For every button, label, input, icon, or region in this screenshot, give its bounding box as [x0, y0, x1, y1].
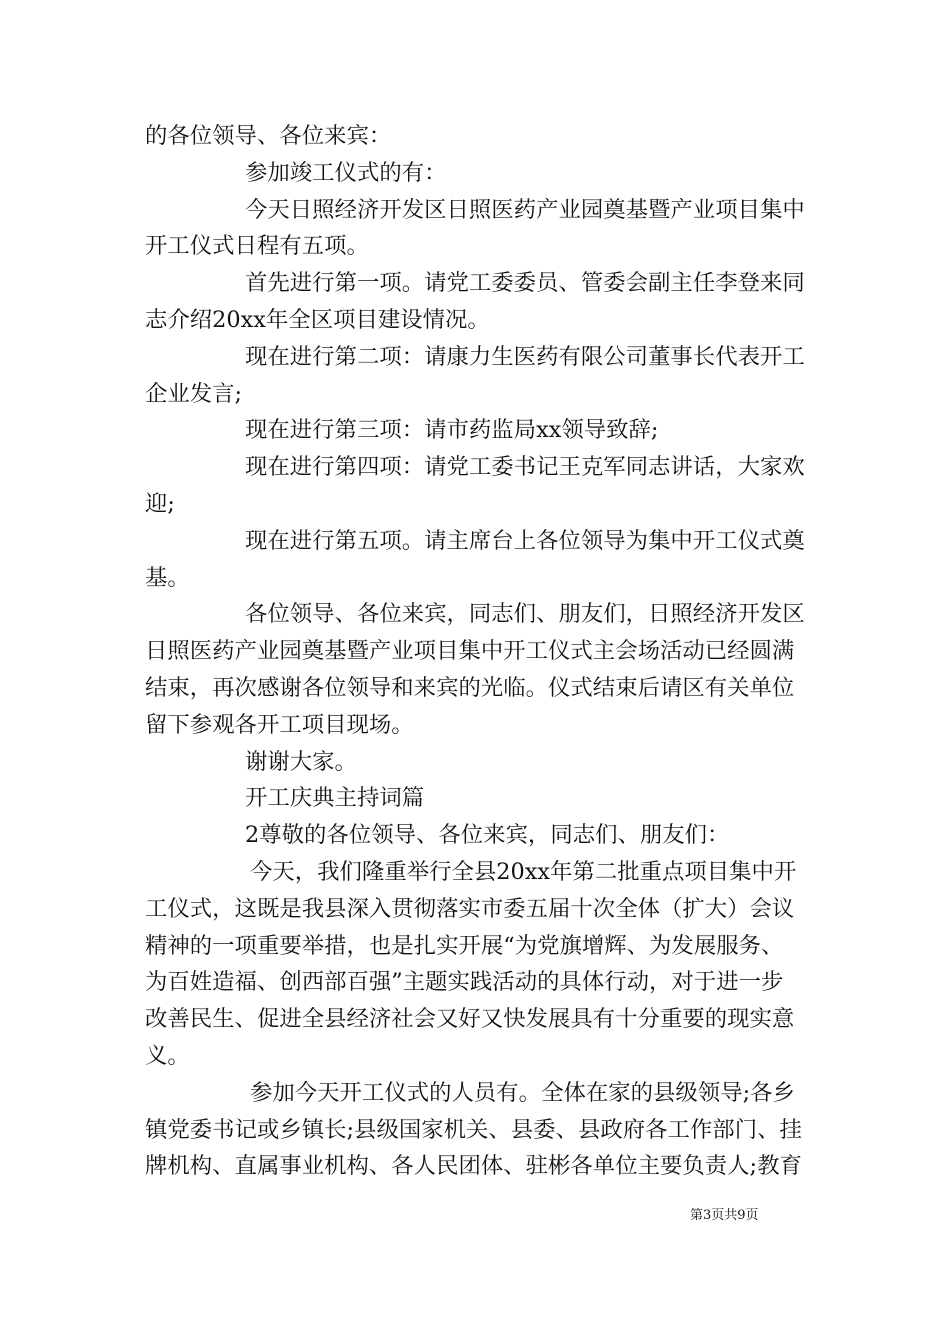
document-body	[145, 118, 825, 1185]
text-line: 工仪式，这既是我县深入贯彻落实市委五届十次全体（扩大）会议	[145, 895, 795, 922]
text-line: 企业发言;	[145, 380, 243, 407]
text-line: 的各位领导、各位来宾：	[145, 123, 392, 149]
text-line: 迎;	[145, 490, 175, 517]
text-line: 为百姓造福、创西部百强”主题实践活动的具体行动，对于进一步	[145, 969, 784, 996]
text-line: 开工仪式日程有五项。	[145, 233, 369, 260]
paragraph	[145, 339, 825, 413]
paragraph	[145, 449, 825, 523]
text-line: 参加竣工仪式的有：	[245, 159, 447, 186]
text-line: 2尊敬的各位领导、各位来宾，同志们、朋友们：	[245, 822, 730, 849]
text-line: 谢谢大家。	[245, 748, 357, 775]
text-line: 开工庆典主持词篇	[245, 785, 425, 812]
text-line: 精神的一项重要举措，也是扎实开展“为党旗增辉、为发展服务、	[145, 932, 784, 959]
text-line: 改善民生、促进全县经济社会又好又快发展具有十分重要的现实意	[145, 1006, 795, 1033]
paragraph	[145, 1075, 825, 1185]
text-line: 参加今天开工仪式的人员有。全体在家的县级领导;各乡	[250, 1079, 795, 1106]
text-line: 义。	[145, 1042, 190, 1069]
paragraph	[145, 155, 825, 192]
paragraph	[145, 744, 825, 781]
text-line: 镇党委书记或乡镇长;县级国家机关、县委、县政府各工作部门、挂	[145, 1116, 802, 1143]
text-line: 现在进行第二项：请康力生医药有限公司董事长代表开工	[245, 343, 805, 370]
text-line: 结束，再次感谢各位领导和来宾的光临。仪式结束后请区有关单位	[145, 674, 795, 701]
paragraph	[145, 523, 825, 597]
paragraph	[145, 817, 825, 854]
text-line: 现在进行第三项：请市药监局xx领导致辞;	[245, 417, 659, 444]
paragraph	[145, 780, 825, 817]
page-number: 第3页共9页	[690, 1208, 759, 1223]
paragraph	[145, 596, 825, 743]
paragraph	[145, 192, 825, 266]
text-line: 现在进行第四项：请党工委书记王克军同志讲话，大家欢	[245, 454, 805, 481]
paragraph	[145, 854, 825, 1075]
paragraph	[145, 412, 825, 449]
text-line: 首先进行第一项。请党工委委员、管委会副主任李登来同	[245, 270, 805, 297]
text-line: 留下参观各开工项目现场。	[145, 711, 414, 738]
text-line: 今天日照经济开发区日照医药产业园奠基暨产业项目集中	[245, 196, 805, 223]
paragraph	[145, 265, 825, 339]
text-line: 牌机构、直属事业机构、各人民团体、驻彬各单位主要负责人;教育	[145, 1153, 802, 1180]
text-line: 现在进行第五项。请主席台上各位领导为集中开工仪式奠	[245, 527, 805, 554]
text-line: 日照医药产业园奠基暨产业项目集中开工仪式主会场活动已经圆满	[145, 638, 795, 665]
text-line: 各位领导、各位来宾，同志们、朋友们，日照经济开发区	[245, 601, 805, 628]
text-line: 志介绍20xx年全区项目建设情况。	[145, 306, 490, 333]
text-line: 基。	[145, 564, 190, 591]
paragraph	[145, 118, 825, 155]
text-line: 今天，我们隆重举行全县20xx年第二批重点项目集中开	[250, 858, 797, 885]
